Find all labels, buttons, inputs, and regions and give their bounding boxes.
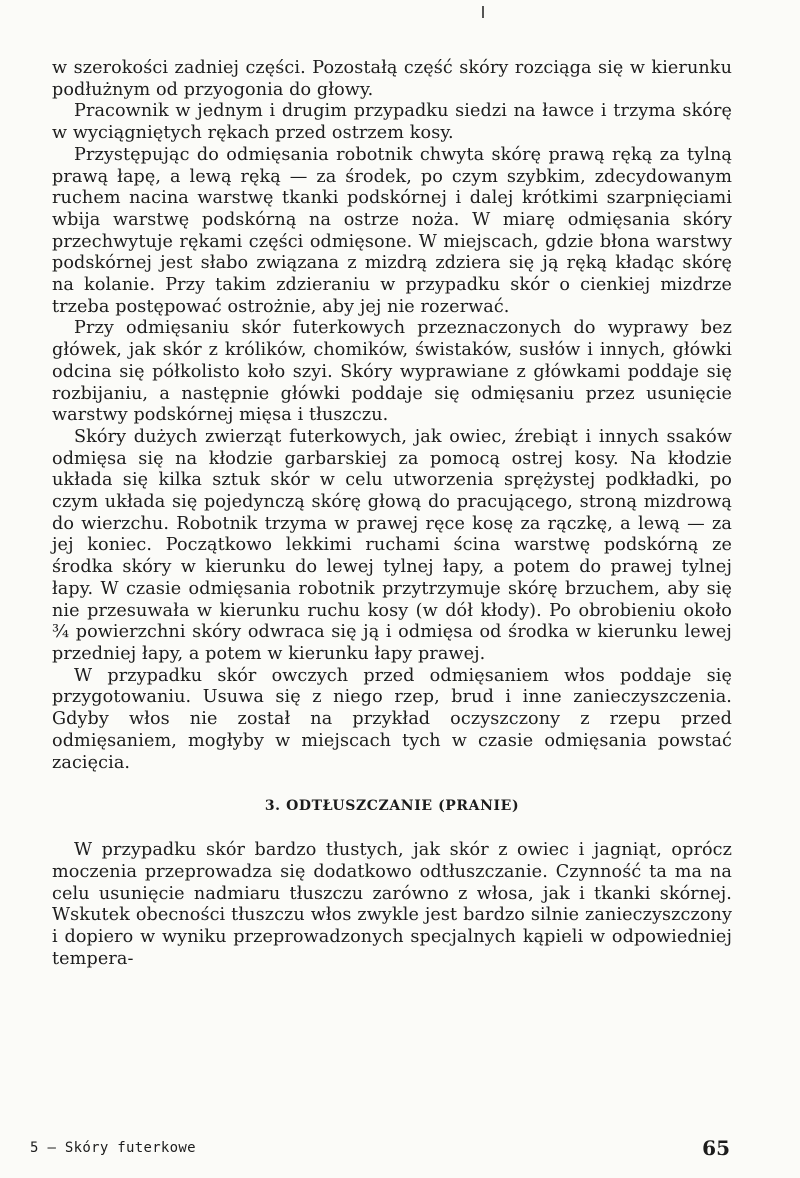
paragraph: w szerokości zadniej części. Pozostałą część skóry rozciąga się w kierunku podłużnym od przyogonia do głowy. (52, 58, 732, 100)
paragraph: W przypadku skór owczych przed odmięsaniem włos poddaje się przygotowaniu. Usuwa się z niego rzep, brud i inne zanieczyszczenia. Gdyby włos nie został na przykład oczyszczony z rzepu przed odmięsaniem, mogłyby w miejscach tych w czasie odmięsania powstać zacięcia. (52, 665, 732, 773)
scan-mark (482, 6, 484, 18)
paragraph: Pracownik w jednym i drugim przypadku siedzi na ławce i trzyma skórę w wyciągniętych rękach przed ostrzem kosy. (52, 101, 732, 144)
page-number: 65 (702, 1136, 730, 1160)
page-footer (30, 1138, 730, 1162)
paragraph: Przystępując do odmięsania robotnik chwyta skórę prawą ręką za tylną prawą łapę, a lewą ręką — za środek, po czym szybkim, zdecydowanym ruchem nacina warstwę tkanki podskórnej i dalej krótkimi szarpnięciami wbija warstwę podskórną na ostrze noża. W miarę odmięsania skóry przechwytuje rękami części odmięsone. W miejscach, gdzie błona warstwy podskórnej jest słabo związana z mizdrą zdziera się ją ręką kładąc skórę na kolanie. Przy takim zdzieraniu w przypadku skór o cienkiej mizdrze trzeba postępować ostrożnie, aby jej nie rozerwać. (52, 144, 732, 317)
paragraph: W przypadku skór bardzo tłustych, jak skór z owiec i jagniąt, oprócz moczenia przeprowadza się dodatkowo odtłuszczanie. Czynność ta ma na celu usunięcie nadmiaru tłuszczu zarówno z włosa, jak i tkanki skórnej. Wskutek obecności tłuszczu włos zwykle jest bardzo silnie zanieczyszczony i dopiero w wyniku przeprowadzonych specjalnych kąpieli w odpowiedniej tempera- (52, 840, 732, 969)
paragraph: Skóry dużych zwierząt futerkowych, jak owiec, źrebiąt i innych ssaków odmięsa się na kłodzie garbarskiej za pomocą ostrej kosy. Na kłodzie układa się kilka sztuk skór w celu utworzenia sprężystej podkładki, po czym układa się pojedynczą skórę głową do pracującego, stroną mizdrową do wierzchu. Robotnik trzyma w prawej ręce kosę za rączkę, a lewą — za jej koniec. Początkowo lekkimi ruchami ścina warstwę podskórną ze środka skóry w kierunku do lewej tylnej łapy, a potem do prawej tylnej łapy. W czasie odmięsania robotnik przytrzymuje skórę brzuchem, aby się nie przesuwała w kierunku ruchu kosy (w dół kłody). Po obrobieniu około ¾ powierzchni skóry odwraca się ją i odmięsa od środka w kierunku lewej przedniej łapy, a potem w kierunku łapy prawej. (52, 426, 732, 664)
paragraph: Przy odmięsaniu skór futerkowych przeznaczonych do wyprawy bez główek, jak skór z królików, chomików, świstaków, susłów i innych, główki odcina się półkolisto koło szyi. Skóry wyprawiane z główkami poddaje się rozbijaniu, a następnie główki poddaje się odmięsaniu przez usunięcie warstwy podskórnej mięsa i tłuszczu. (52, 318, 732, 426)
text-block-after-heading (52, 840, 732, 970)
page-body (52, 58, 732, 970)
text-block-before-heading (52, 58, 732, 774)
signature-mark: 5 — Skóry futerkowe (30, 1140, 196, 1156)
section-heading: 3. ODTŁUSZCZANIE (PRANIE) (264, 798, 520, 815)
